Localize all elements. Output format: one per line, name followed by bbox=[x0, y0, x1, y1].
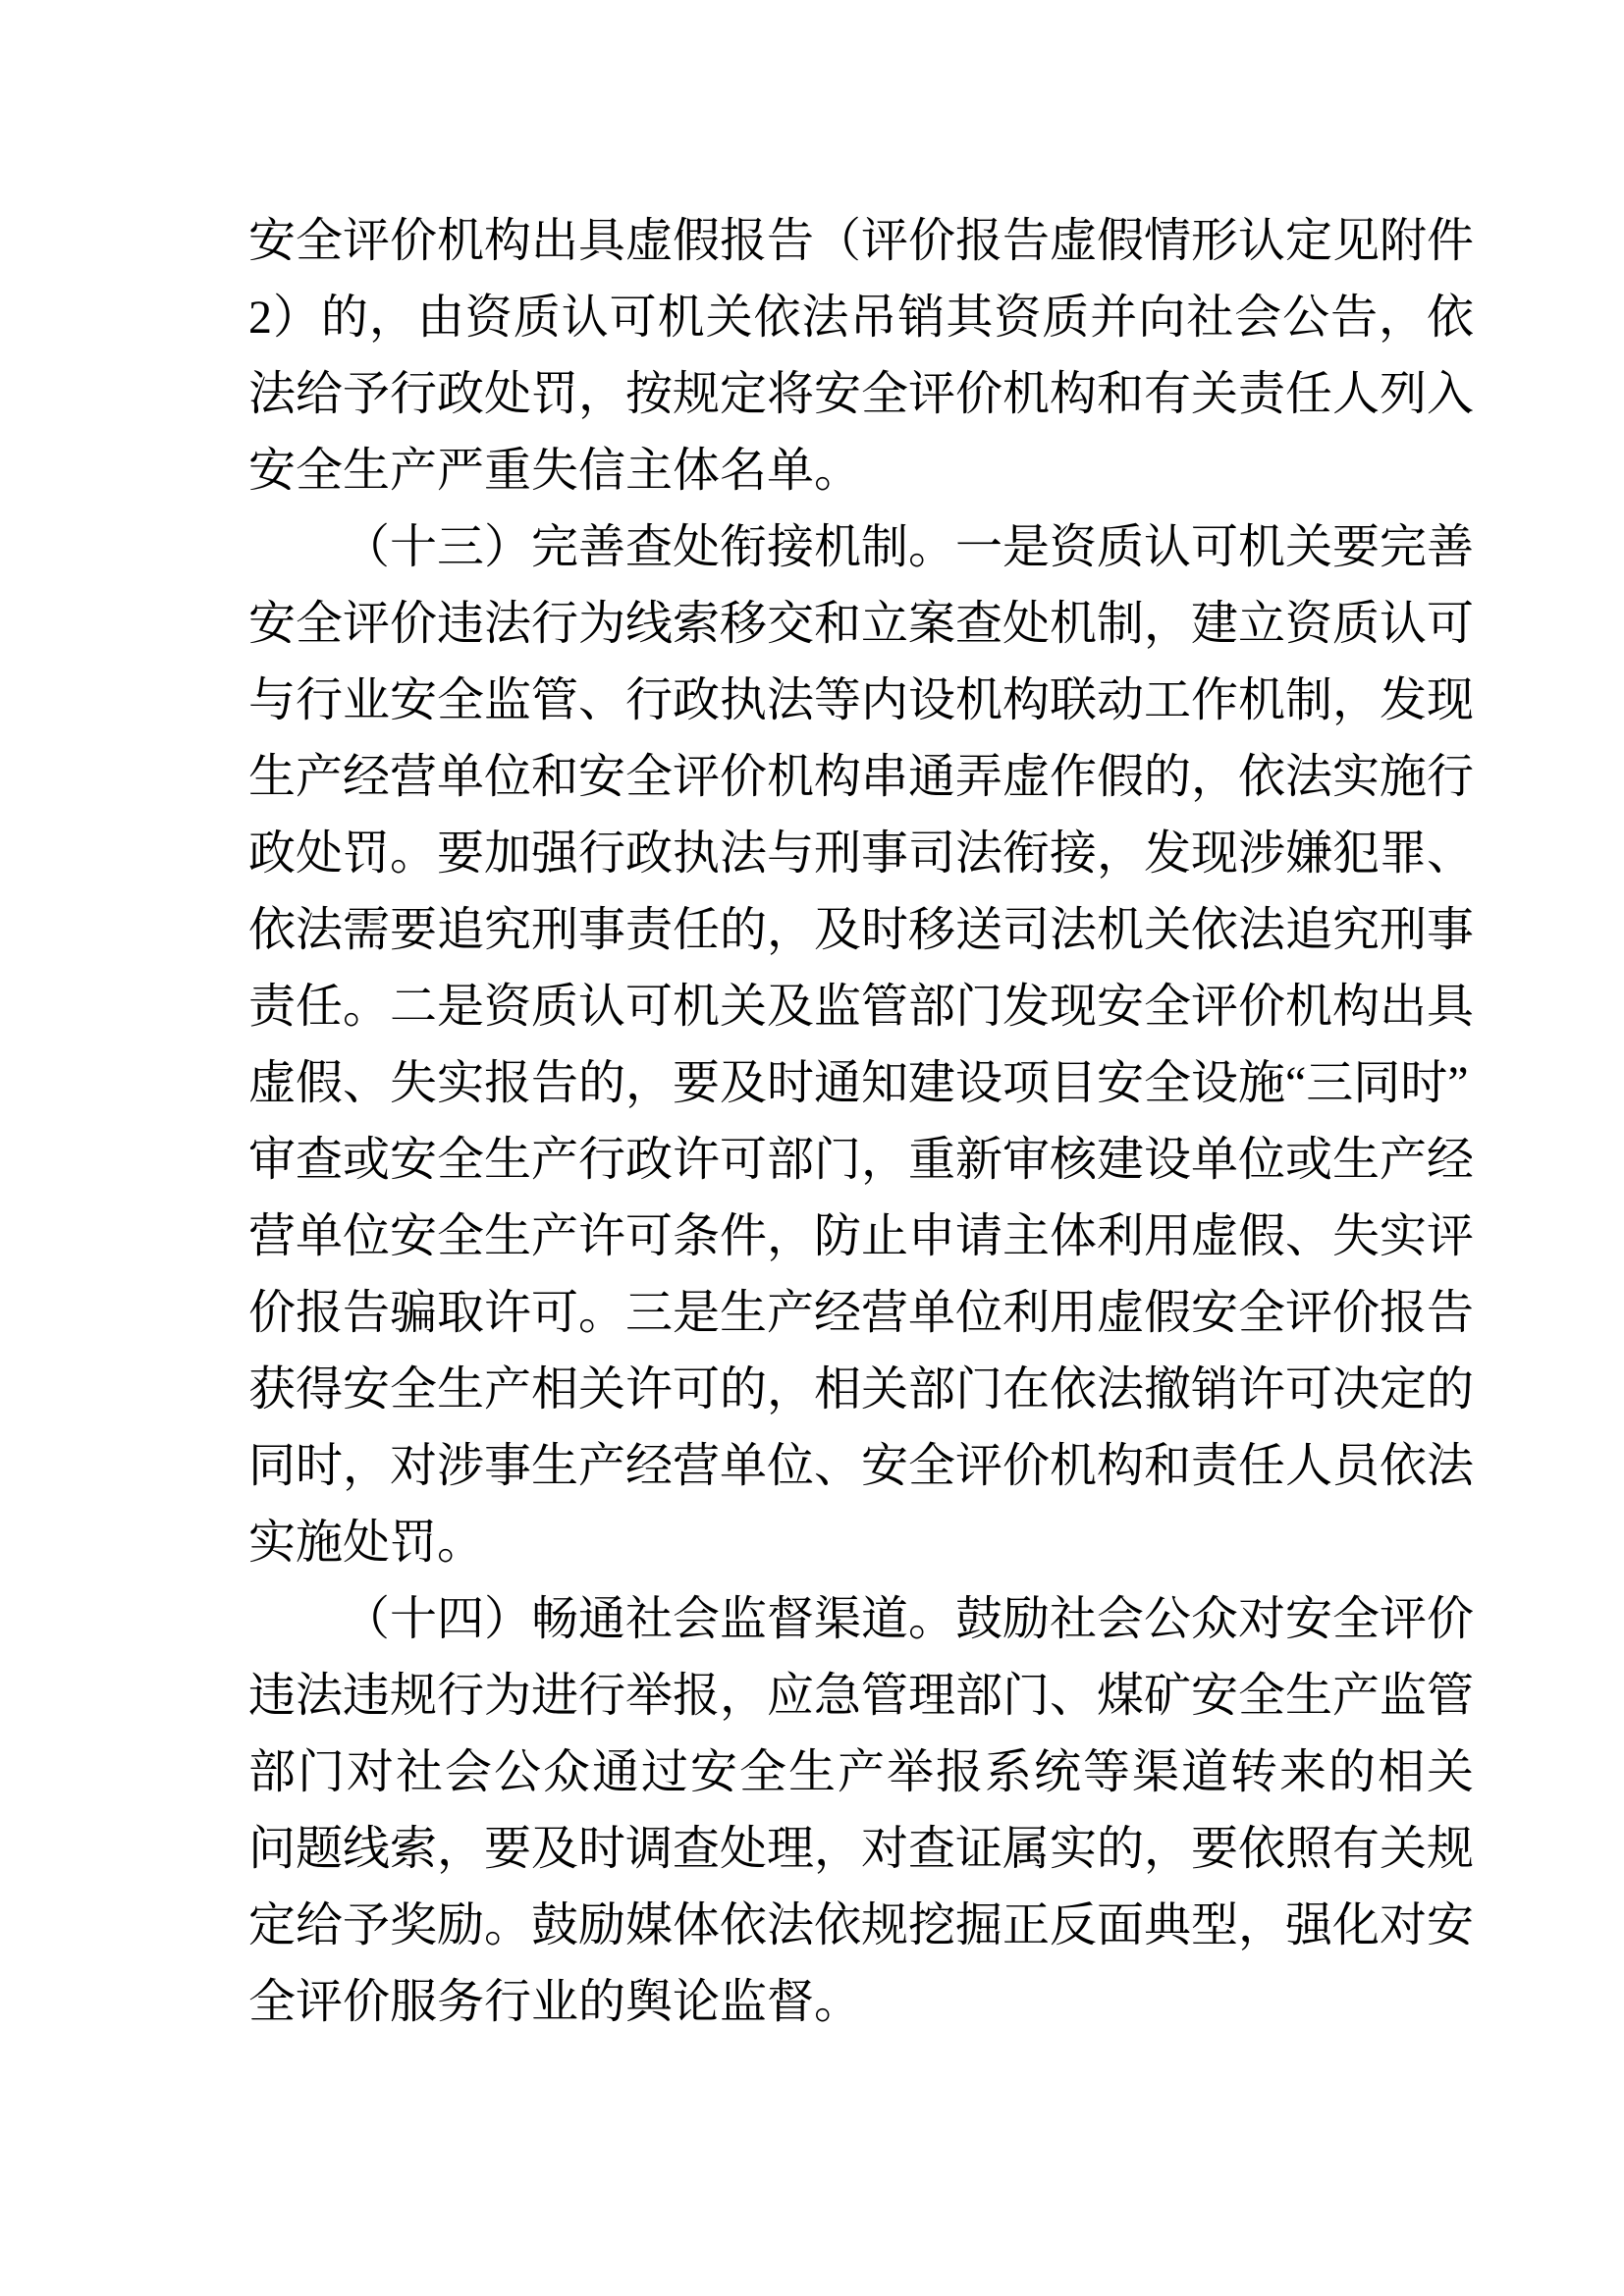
text-line: 违法违规行为进行举报，应急管理部门、煤矿安全生产监管 bbox=[248, 1670, 1475, 1722]
text-line: 安全评价违法行为线索移交和立案查处机制，建立资质认可 bbox=[248, 598, 1475, 650]
text-line: （十三）完善查处衔接机制。一是资质认可机关要完善 bbox=[343, 521, 1475, 573]
document-text-block bbox=[248, 203, 1474, 2041]
text-line: 同时，对涉事生产经营单位、安全评价机构和责任人员依法 bbox=[248, 1440, 1475, 1492]
text-line: 获得安全生产相关许可的，相关部门在依法撤销许可决定的 bbox=[248, 1363, 1475, 1415]
text-line: 法给予行政处罚，按规定将安全评价机构和有关责任人列入 bbox=[248, 368, 1475, 420]
text-line: 虚假、失实报告的，要及时通知建设项目安全设施“三同时” bbox=[248, 1057, 1469, 1109]
text-line: 审查或安全生产行政许可部门，重新审核建设单位或生产经 bbox=[248, 1134, 1475, 1186]
text-line: 价报告骗取许可。三是生产经营单位利用虚假安全评价报告 bbox=[248, 1287, 1475, 1339]
text-line: 实施处罚。 bbox=[248, 1517, 485, 1569]
text-line: 营单位安全生产许可条件，防止申请主体利用虚假、失实评 bbox=[248, 1210, 1475, 1262]
paragraph-item-14 bbox=[248, 1581, 1474, 2041]
text-line: 依法需要追究刑事责任的，及时移送司法机关依法追究刑事 bbox=[248, 904, 1475, 956]
text-line: （十四）畅通社会监督渠道。鼓励社会公众对安全评价 bbox=[343, 1593, 1475, 1645]
text-line: 定给予奖励。鼓励媒体依法依规挖掘正反面典型，强化对安 bbox=[248, 1899, 1475, 1951]
text-line: 安全评价机构出具虚假报告（评价报告虚假情形认定见附件 bbox=[248, 215, 1475, 267]
text-line: 部门对社会公众通过安全生产举报系统等渠道转来的相关 bbox=[248, 1746, 1474, 1798]
text-line: 2）的，由资质认可机关依法吊销其资质并向社会公告，依 bbox=[248, 292, 1474, 344]
text-line: 生产经营单位和安全评价机构串通弄虚作假的，依法实施行 bbox=[248, 751, 1475, 803]
paragraph-item-13 bbox=[248, 509, 1474, 1581]
text-line: 责任。二是资质认可机关及监管部门发现安全评价机构出具 bbox=[248, 981, 1475, 1033]
text-line: 问题线索，要及时调查处理，对查证属实的，要依照有关规 bbox=[248, 1823, 1475, 1875]
text-line: 与行业安全监管、行政执法等内设机构联动工作机制，发现 bbox=[248, 674, 1475, 726]
paragraph-continuation bbox=[248, 203, 1474, 509]
text-line: 全评价服务行业的舆论监督。 bbox=[248, 1976, 862, 2028]
text-line: 安全生产严重失信主体名单。 bbox=[248, 445, 862, 497]
text-line: 政处罚。要加强行政执法与刑事司法衔接，发现涉嫌犯罪、 bbox=[248, 828, 1475, 880]
